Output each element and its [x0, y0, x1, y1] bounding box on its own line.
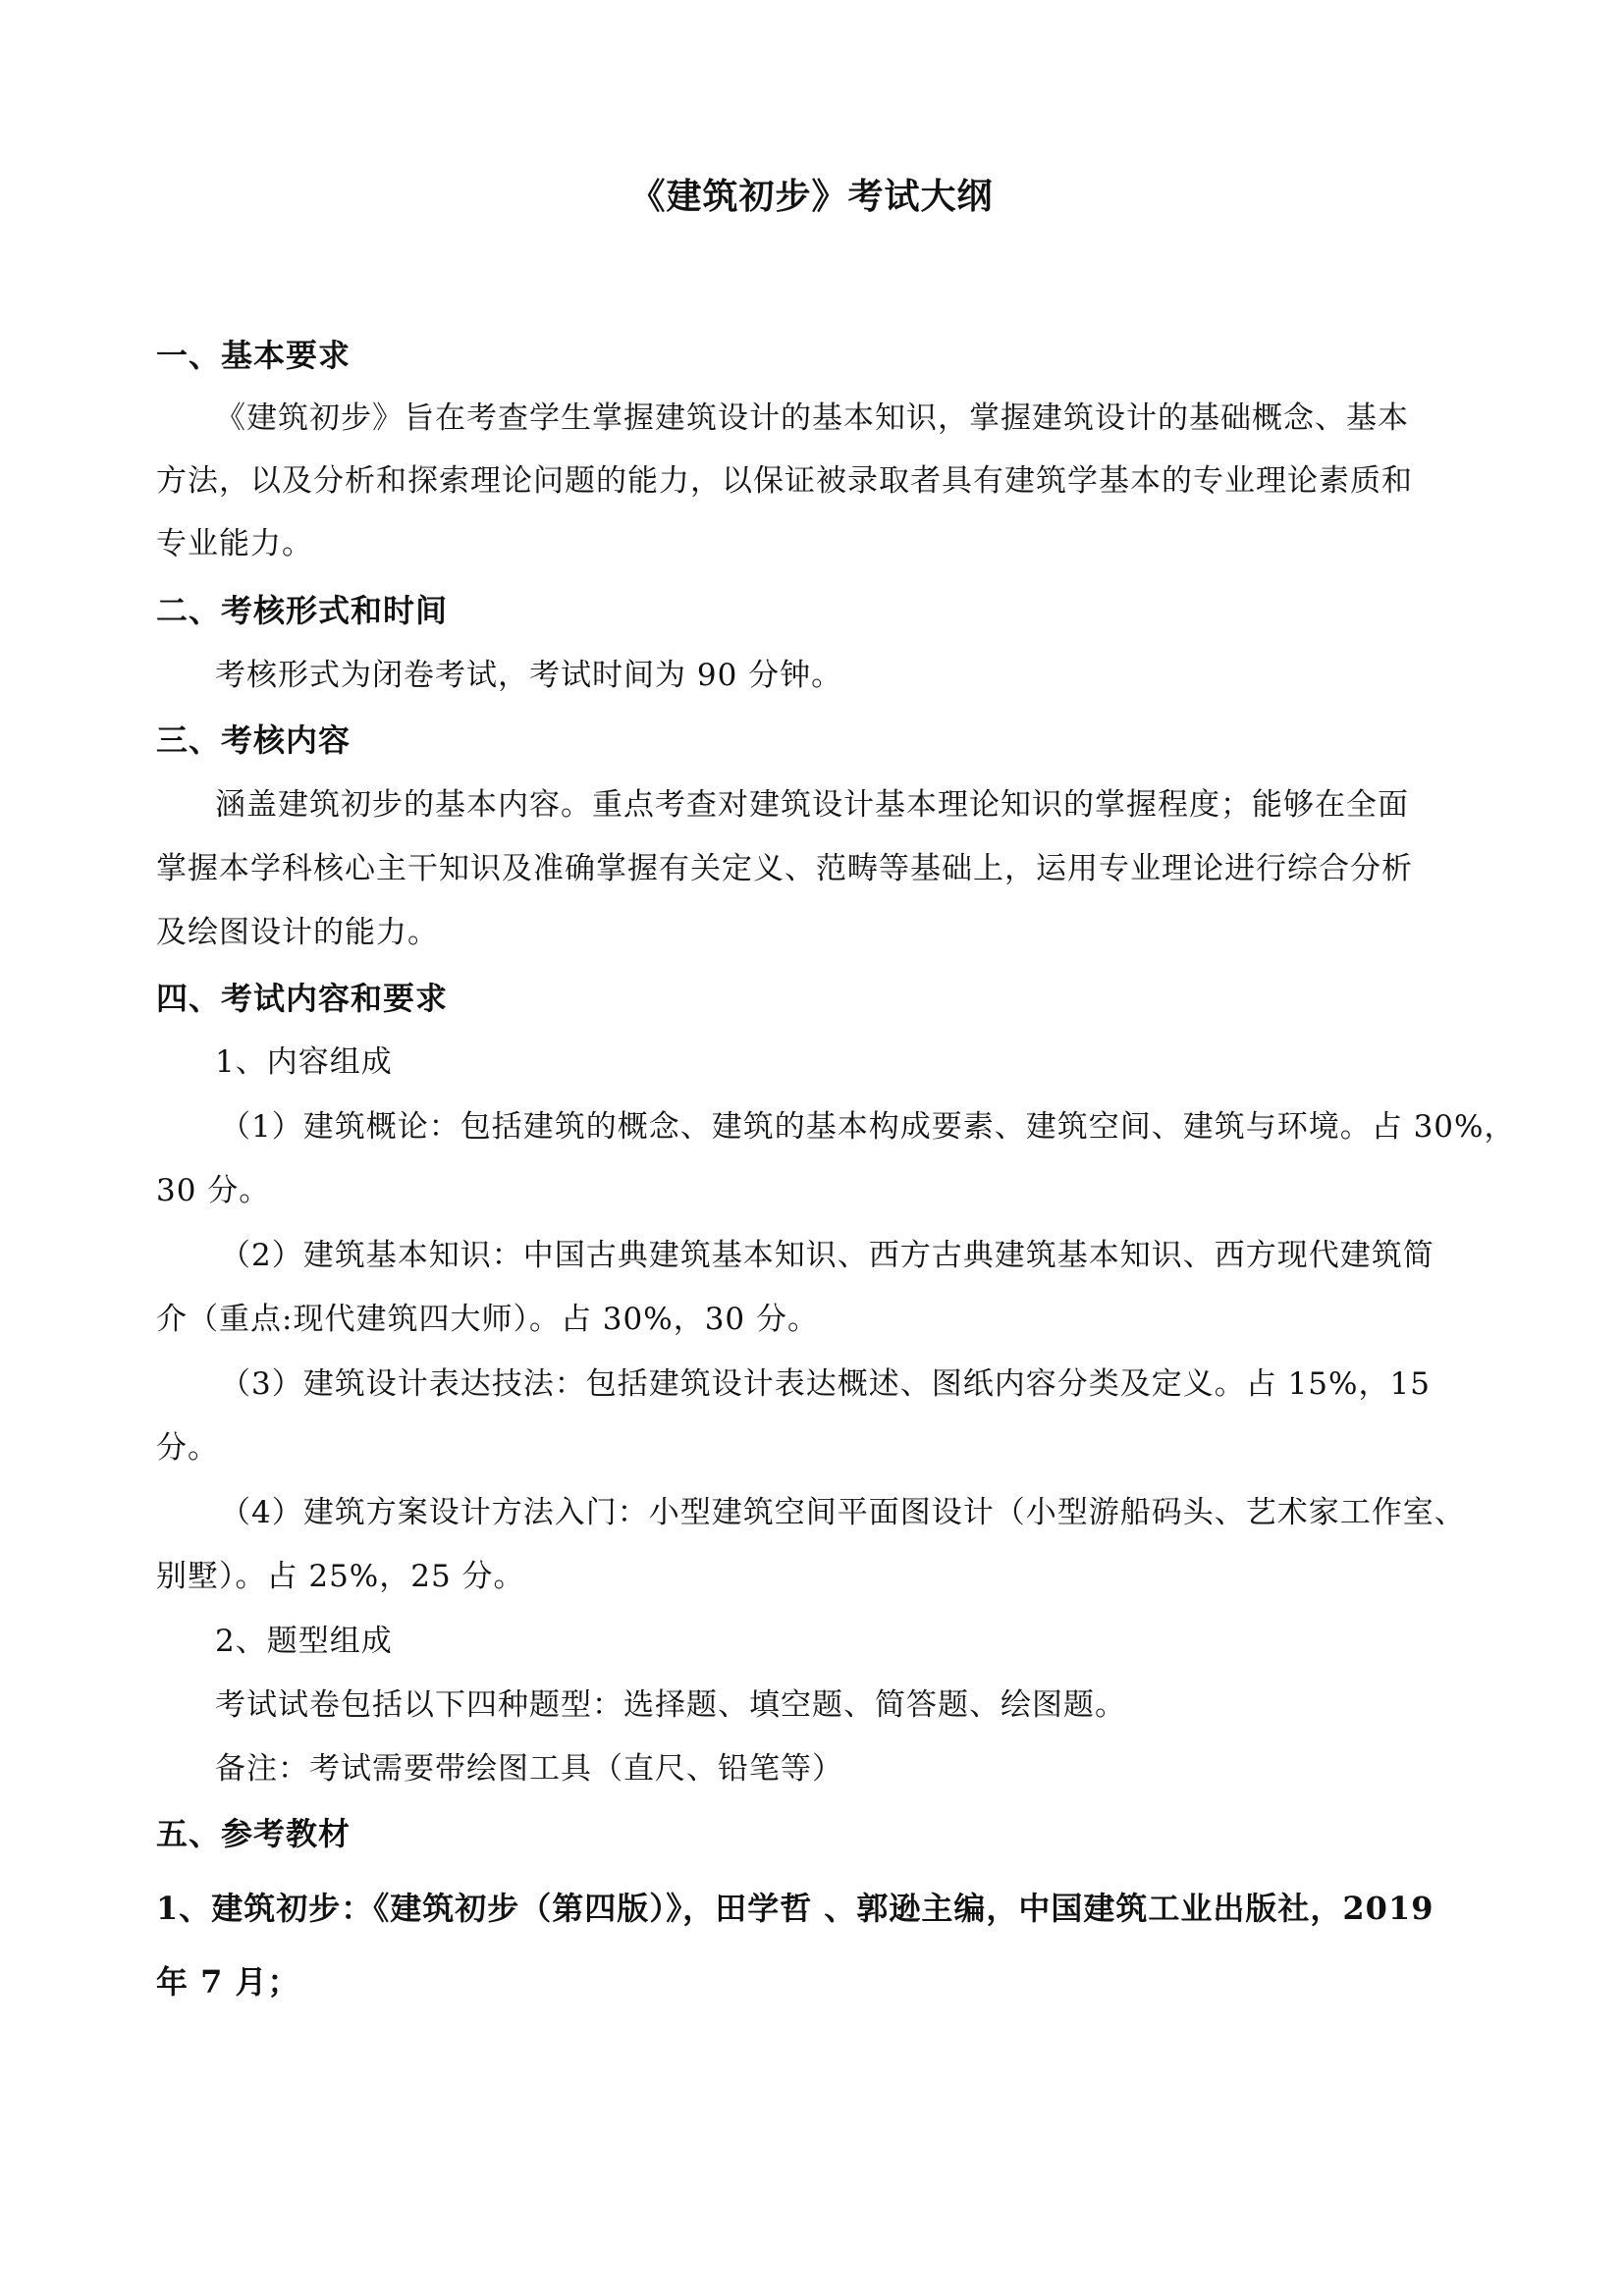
paragraph-line: 方法，以及分析和探索理论问题的能力，以保证被录取者具有建筑学基本的专业理论素质和: [156, 463, 1413, 499]
list-item-line: （4）建筑方案设计方法入门：小型建筑空间平面图设计（小型游船码头、艺术家工作室、: [220, 1495, 1466, 1530]
list-item-line: 介（重点:现代建筑四大师）。占 30%，30 分。: [156, 1302, 819, 1337]
paragraph-line: 专业能力。: [156, 526, 313, 561]
section-heading-exam-content: 三、考核内容: [156, 721, 352, 759]
paragraph-line: 考试试卷包括以下四种题型：选择题、填空题、简答题、绘图题。: [215, 1687, 1126, 1723]
list-item-line: （1）建筑概论：包括建筑的概念、建筑的基本构成要素、建筑空间、建筑与环境。占 30%，: [220, 1109, 1516, 1145]
subheading-question-types: 2、题型组成: [215, 1624, 393, 1659]
paragraph-line: 涵盖建筑初步的基本内容。重点考查对建筑设计基本理论知识的掌握程度；能够在全面: [215, 787, 1409, 823]
section-heading-content-requirements: 四、考试内容和要求: [156, 980, 449, 1017]
paragraph-line: 考核形式为闭卷考试，考试时间为 90 分钟。: [215, 658, 843, 693]
list-item-line: （3）建筑设计表达技法：包括建筑设计表达概述、图纸内容分类及定义。占 15%，15: [220, 1366, 1431, 1402]
note-line: 备注：考试需要带绘图工具（直尺、铅笔等）: [215, 1751, 843, 1787]
section-heading-exam-format: 二、考核形式和时间: [156, 592, 449, 629]
reference-line: 1、建筑初步：《建筑初步（第四版）》，田学哲 、郭逊主编，中国建筑工业出版社，2019: [156, 1890, 1434, 1927]
list-item-line: （2）建筑基本知识：中国古典建筑基本知识、西方古典建筑基本知识、西方现代建筑简: [220, 1238, 1434, 1273]
subheading-content-composition: 1、内容组成: [215, 1044, 393, 1080]
list-item-line: 别墅）。占 25%，25 分。: [156, 1559, 525, 1594]
reference-line: 年 7 月；: [156, 1963, 300, 2001]
paragraph-line: 及绘图设计的能力。: [156, 915, 439, 950]
section-heading-reference-books: 五、参考教材: [156, 1815, 352, 1852]
list-item-line: 30 分。: [156, 1173, 271, 1208]
document-title: 《建筑初步》考试大纲: [629, 176, 994, 217]
paragraph-line: 《建筑初步》旨在考查学生掌握建筑设计的基本知识，掌握建筑设计的基础概念、基本: [215, 400, 1409, 436]
list-item-line: 分。: [156, 1430, 219, 1466]
section-heading-basic-requirements: 一、基本要求: [156, 337, 352, 374]
paragraph-line: 掌握本学科核心主干知识及准确掌握有关定义、范畴等基础上，运用专业理论进行综合分析: [156, 851, 1413, 886]
